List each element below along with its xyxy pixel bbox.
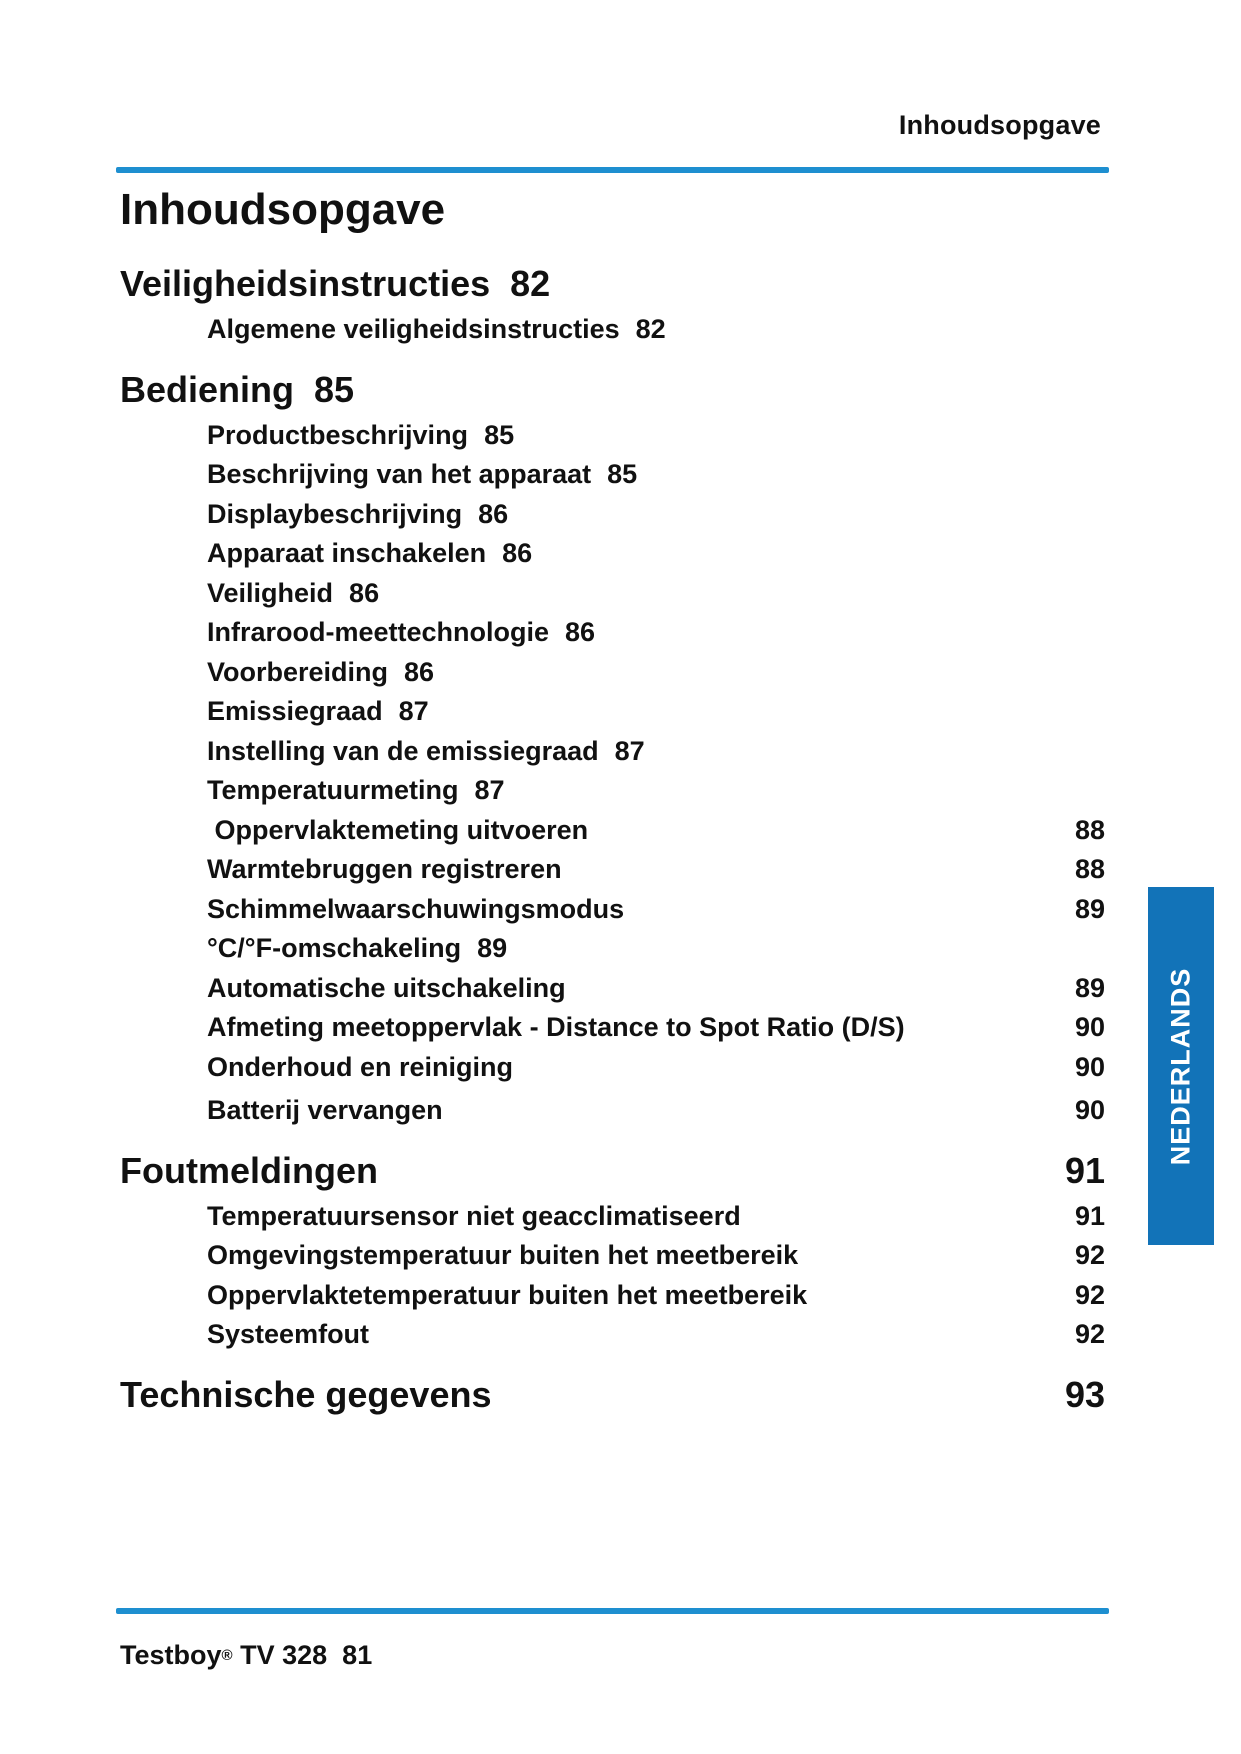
footer-model: TV 328 bbox=[240, 1640, 328, 1670]
toc-item-page: 88 bbox=[1074, 854, 1105, 884]
toc-item[interactable] bbox=[120, 310, 1105, 350]
toc-item[interactable] bbox=[120, 1236, 1105, 1276]
toc-item[interactable] bbox=[120, 1091, 1105, 1131]
toc-item-label: Onderhoud en reiniging bbox=[207, 1051, 513, 1082]
page-title: Inhoudsopgave bbox=[120, 185, 446, 234]
toc-item[interactable] bbox=[120, 732, 1105, 772]
toc-item-page: 82 bbox=[635, 314, 666, 344]
toc-item-text bbox=[207, 574, 379, 614]
registered-mark: ® bbox=[221, 1647, 233, 1664]
toc-item-page: 90 bbox=[1074, 1012, 1105, 1042]
toc-item[interactable] bbox=[120, 416, 1105, 456]
toc-item-page: 92 bbox=[1074, 1319, 1105, 1349]
toc-item-text bbox=[207, 732, 645, 772]
toc-item-text bbox=[207, 455, 637, 495]
toc-item-page: 89 bbox=[1074, 893, 1105, 924]
toc-item-label: Oppervlaktetemperatuur buiten het meetbereik bbox=[207, 1279, 808, 1310]
toc-section-title-wrap bbox=[120, 364, 354, 416]
toc-section-title-wrap bbox=[120, 258, 550, 310]
toc-section-heading[interactable] bbox=[120, 1145, 1105, 1197]
toc-section-heading[interactable] bbox=[120, 258, 1105, 310]
toc-item-page: 89 bbox=[1074, 972, 1105, 1003]
toc-section-page: 91 bbox=[1064, 1149, 1105, 1191]
toc-item-label: Veiligheid bbox=[207, 577, 334, 608]
toc-item-label: Displaybeschrijving bbox=[207, 498, 463, 529]
toc-item-label: Voorbereiding bbox=[207, 656, 389, 687]
toc-item-page: 89 bbox=[477, 933, 508, 963]
toc-item-page: 86 bbox=[404, 656, 435, 687]
toc-item-label: Oppervlaktemeting uitvoeren bbox=[207, 814, 589, 845]
toc-section-veiligheid bbox=[120, 258, 1105, 350]
top-divider bbox=[116, 167, 1109, 173]
toc-section-heading[interactable] bbox=[120, 364, 1105, 416]
toc-item-label: Warmtebruggen registreren bbox=[207, 854, 562, 884]
toc-item[interactable] bbox=[120, 771, 1105, 811]
toc-item[interactable] bbox=[120, 455, 1105, 495]
toc-item[interactable] bbox=[120, 574, 1105, 614]
toc-section-title: Foutmeldingen bbox=[120, 1149, 378, 1191]
toc-item-page: 90 bbox=[1074, 1051, 1105, 1082]
toc-item[interactable] bbox=[120, 890, 1105, 930]
toc-item-text bbox=[207, 771, 505, 811]
toc-item[interactable] bbox=[120, 495, 1105, 535]
spacer bbox=[120, 1355, 1105, 1369]
toc-item-label: Productbeschrijving bbox=[207, 419, 469, 450]
toc-item-page: 90 bbox=[1074, 1095, 1105, 1125]
toc-item-text bbox=[207, 929, 507, 969]
toc-item-page: 87 bbox=[614, 735, 645, 766]
toc-item-page: 86 bbox=[565, 617, 596, 647]
toc-item[interactable] bbox=[120, 969, 1105, 1009]
toc-item-label: Systeemfout bbox=[207, 1319, 370, 1349]
toc-item-label: Batterij vervangen bbox=[207, 1095, 443, 1125]
bottom-divider bbox=[116, 1608, 1109, 1614]
toc-item[interactable] bbox=[120, 653, 1105, 693]
toc-item[interactable] bbox=[120, 1315, 1105, 1355]
toc-item-page: 92 bbox=[1074, 1279, 1105, 1310]
toc-item-text bbox=[207, 416, 514, 456]
toc-section-foutmeldingen bbox=[120, 1145, 1105, 1355]
toc-item-page: 86 bbox=[502, 538, 533, 568]
toc-item-label: Afmeting meetoppervlak - Distance to Spot Ratio (D/S) bbox=[207, 1012, 905, 1042]
table-of-contents bbox=[120, 258, 1105, 1421]
toc-item-text bbox=[207, 653, 434, 693]
toc-item-label: °C/°F-omschakeling bbox=[207, 933, 462, 963]
toc-item-page: 86 bbox=[478, 498, 509, 529]
toc-item-page: 85 bbox=[607, 459, 638, 489]
toc-item-label: Temperatuurmeting bbox=[207, 775, 459, 805]
toc-item-text bbox=[207, 692, 429, 732]
toc-item-label: Omgevingstemperatuur buiten het meetbereik bbox=[207, 1240, 799, 1270]
toc-item[interactable] bbox=[120, 811, 1105, 851]
toc-item-label: Schimmelwaarschuwingsmodus bbox=[207, 893, 625, 924]
toc-item-text bbox=[207, 310, 666, 350]
toc-item[interactable] bbox=[120, 1048, 1105, 1088]
toc-item-page: 86 bbox=[349, 577, 380, 608]
toc-section-title: Technische gegevens bbox=[120, 1373, 492, 1415]
toc-section-page: 93 bbox=[1064, 1373, 1105, 1415]
toc-item[interactable] bbox=[120, 692, 1105, 732]
toc-item-page: 85 bbox=[484, 419, 515, 450]
toc-section-page: 82 bbox=[510, 263, 551, 304]
toc-section-technisch bbox=[120, 1369, 1105, 1421]
toc-item-label: Automatische uitschakeling bbox=[207, 972, 566, 1003]
footer-brand: Testboy bbox=[120, 1640, 222, 1670]
running-header: Inhoudsopgave bbox=[898, 110, 1101, 140]
toc-item-page: 91 bbox=[1074, 1200, 1105, 1231]
toc-section-title: Bediening bbox=[120, 368, 295, 410]
spacer bbox=[120, 1131, 1105, 1145]
footer-page-number: 81 bbox=[342, 1640, 373, 1670]
spacer bbox=[120, 350, 1105, 364]
toc-item-label: Infrarood-meettechnologie bbox=[207, 617, 550, 647]
toc-item[interactable] bbox=[120, 1197, 1105, 1237]
toc-item[interactable] bbox=[120, 1276, 1105, 1316]
toc-section-bediening bbox=[120, 364, 1105, 1131]
toc-item-page: 87 bbox=[474, 775, 505, 805]
toc-item-label: Apparaat inschakelen bbox=[207, 538, 487, 568]
toc-item-page: 87 bbox=[398, 696, 429, 726]
toc-item[interactable] bbox=[120, 534, 1105, 574]
toc-item[interactable] bbox=[120, 929, 1105, 969]
toc-item-page: 88 bbox=[1074, 814, 1105, 845]
toc-item[interactable] bbox=[120, 1008, 1105, 1048]
toc-item-page: 92 bbox=[1074, 1240, 1105, 1270]
toc-item-text bbox=[207, 495, 508, 535]
toc-item-label: Emissiegraad bbox=[207, 696, 383, 726]
toc-item[interactable] bbox=[120, 850, 1105, 890]
toc-section-heading[interactable] bbox=[120, 1369, 1105, 1421]
toc-section-title: Veiligheidsinstructies bbox=[120, 263, 491, 304]
toc-item-text bbox=[207, 613, 595, 653]
toc-item-label: Algemene veiligheidsinstructies bbox=[207, 314, 620, 344]
page-footer bbox=[120, 1640, 372, 1671]
toc-item-text bbox=[207, 534, 532, 574]
toc-item-label: Instelling van de emissiegraad bbox=[207, 735, 599, 766]
toc-item[interactable] bbox=[120, 613, 1105, 653]
toc-section-page: 85 bbox=[314, 368, 355, 410]
language-tab-label: NEDERLANDS bbox=[1165, 967, 1196, 1165]
toc-item-label: Beschrijving van het apparaat bbox=[207, 459, 592, 489]
toc-item-label: Temperatuursensor niet geacclimatiseerd bbox=[207, 1200, 741, 1231]
language-side-tab bbox=[1148, 887, 1214, 1245]
